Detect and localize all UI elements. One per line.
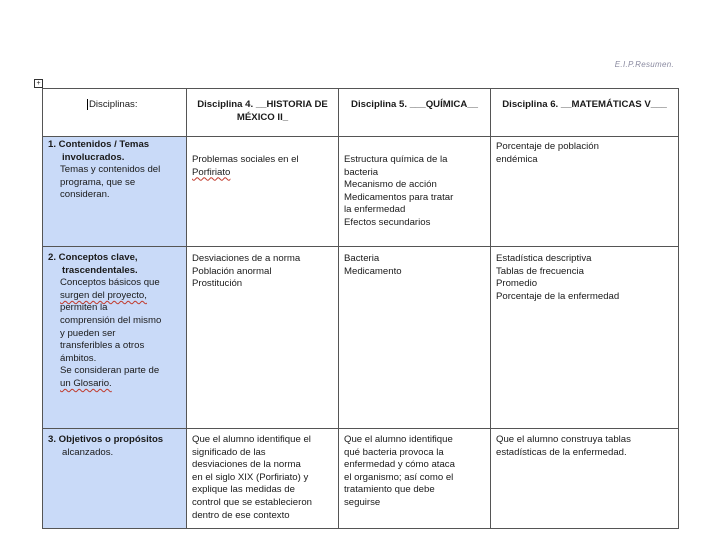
cell-line: tratamiento que debe	[344, 484, 435, 496]
cell-line: Efectos secundarios	[344, 216, 431, 228]
table-row	[43, 429, 679, 529]
row1-title2: involucrados.	[62, 151, 125, 163]
row2-title: 2. Conceptos clave,	[48, 252, 138, 263]
row3-quimica-cell[interactable]	[339, 429, 491, 529]
cell-line: Población anormal	[192, 265, 272, 277]
header-row	[43, 89, 679, 137]
row2-line: un Glosario.	[60, 377, 112, 389]
table-move-handle-icon[interactable]: +	[34, 79, 43, 88]
row2-line: transferibles a otros	[60, 340, 145, 352]
cell-line: Bacteria	[344, 253, 380, 264]
row2-matematicas-cell[interactable]	[491, 247, 679, 429]
cell-line: Tablas de frecuencia	[496, 265, 584, 277]
cell-line: Medicamento	[344, 265, 402, 277]
row2-quimica-cell[interactable]	[339, 247, 491, 429]
row2-line: surgen del proyecto,	[60, 289, 147, 301]
cell-line: Porfiriato	[192, 166, 231, 178]
cell-line: seguirse	[344, 496, 381, 508]
row3-title: 3. Objetivos o propósitos	[48, 434, 164, 445]
cell-line: Problemas sociales en el	[192, 154, 299, 165]
cell-line: Promedio	[496, 278, 538, 290]
cell-line: Porcentaje de población	[496, 141, 599, 152]
cell-line: significado de las	[192, 446, 266, 458]
cell-line: en el siglo XIX (Porfiriato) y	[192, 471, 309, 483]
row2-title2: trascendentales.	[62, 264, 138, 276]
cell-line: Prostitución	[192, 278, 243, 290]
row1-historia-cell[interactable]	[187, 137, 339, 247]
cell-line: Mecanismo de acción	[344, 179, 437, 191]
row3-title2: alcanzados.	[62, 446, 114, 458]
row2-line: y pueden ser	[60, 327, 116, 339]
header-disciplina-5[interactable]: Disciplina 5. ___QUÍMICA__	[339, 89, 491, 137]
row1-label-cell[interactable]	[43, 137, 187, 247]
cell-line: estadísticas de la enfermedad.	[496, 446, 627, 458]
row1-line: consideran.	[60, 189, 110, 201]
cell-line: Porcentaje de la enfermedad	[496, 290, 620, 302]
cell-line: bacteria	[344, 166, 379, 178]
cell-line: Estructura química de la	[344, 154, 448, 165]
row3-historia-cell[interactable]	[187, 429, 339, 529]
header-disciplinas-label: Disciplinas:	[89, 99, 138, 111]
row2-label-cell[interactable]	[43, 247, 187, 429]
cell-line: qué bacteria provoca la	[344, 446, 444, 458]
row2-line: ámbitos.	[60, 352, 97, 364]
header-disciplina-6[interactable]: Disciplina 6. __MATEMÁTICAS V___	[491, 89, 679, 137]
row2-line: comprensión del mismo	[60, 314, 162, 326]
header-disciplinas[interactable]	[43, 89, 187, 137]
cell-line: el organismo; así como el	[344, 471, 454, 483]
row2-line: permiten la	[60, 302, 108, 314]
row2-line: Conceptos básicos que	[60, 277, 160, 289]
cell-line: la enfermedad	[344, 204, 406, 216]
cell-line: dentro de ese contexto	[192, 509, 290, 521]
row1-line: Temas y contenidos del	[60, 164, 161, 176]
cell-line: explique las medidas de	[192, 484, 295, 496]
cell-line: control que se establecieron	[192, 496, 312, 508]
cell-line: Medicamentos para tratar	[344, 191, 454, 203]
cell-line: enfermedad y cómo ataca	[344, 459, 455, 471]
row1-line: programa, que se	[60, 176, 136, 188]
row1-matematicas-cell[interactable]	[491, 137, 679, 247]
table-row	[43, 137, 679, 247]
cell-line: Que el alumno identifique el	[192, 434, 311, 445]
row1-title: 1. Contenidos / Temas	[48, 139, 150, 150]
header-disciplina-4[interactable]: Disciplina 4. __HISTORIA DE MÉXICO II_	[187, 89, 339, 137]
cell-line: Que el alumno construya tablas	[496, 434, 631, 445]
cell-line: Estadística descriptiva	[496, 253, 592, 264]
cell-line: desviaciones de la norma	[192, 459, 301, 471]
row2-historia-cell[interactable]	[187, 247, 339, 429]
row3-matematicas-cell[interactable]	[491, 429, 679, 529]
row2-line: Se consideran parte de	[60, 365, 160, 377]
row3-label-cell[interactable]	[43, 429, 187, 529]
document-header-note: E.I.P.Resumen.	[614, 60, 674, 69]
row1-quimica-cell[interactable]	[339, 137, 491, 247]
summary-table	[42, 88, 679, 529]
cell-line: endémica	[496, 153, 538, 165]
cell-line: Que el alumno identifique	[344, 434, 453, 445]
text-cursor	[87, 99, 88, 110]
cell-line: Desviaciones de a norma	[192, 253, 301, 264]
table-row	[43, 247, 679, 429]
